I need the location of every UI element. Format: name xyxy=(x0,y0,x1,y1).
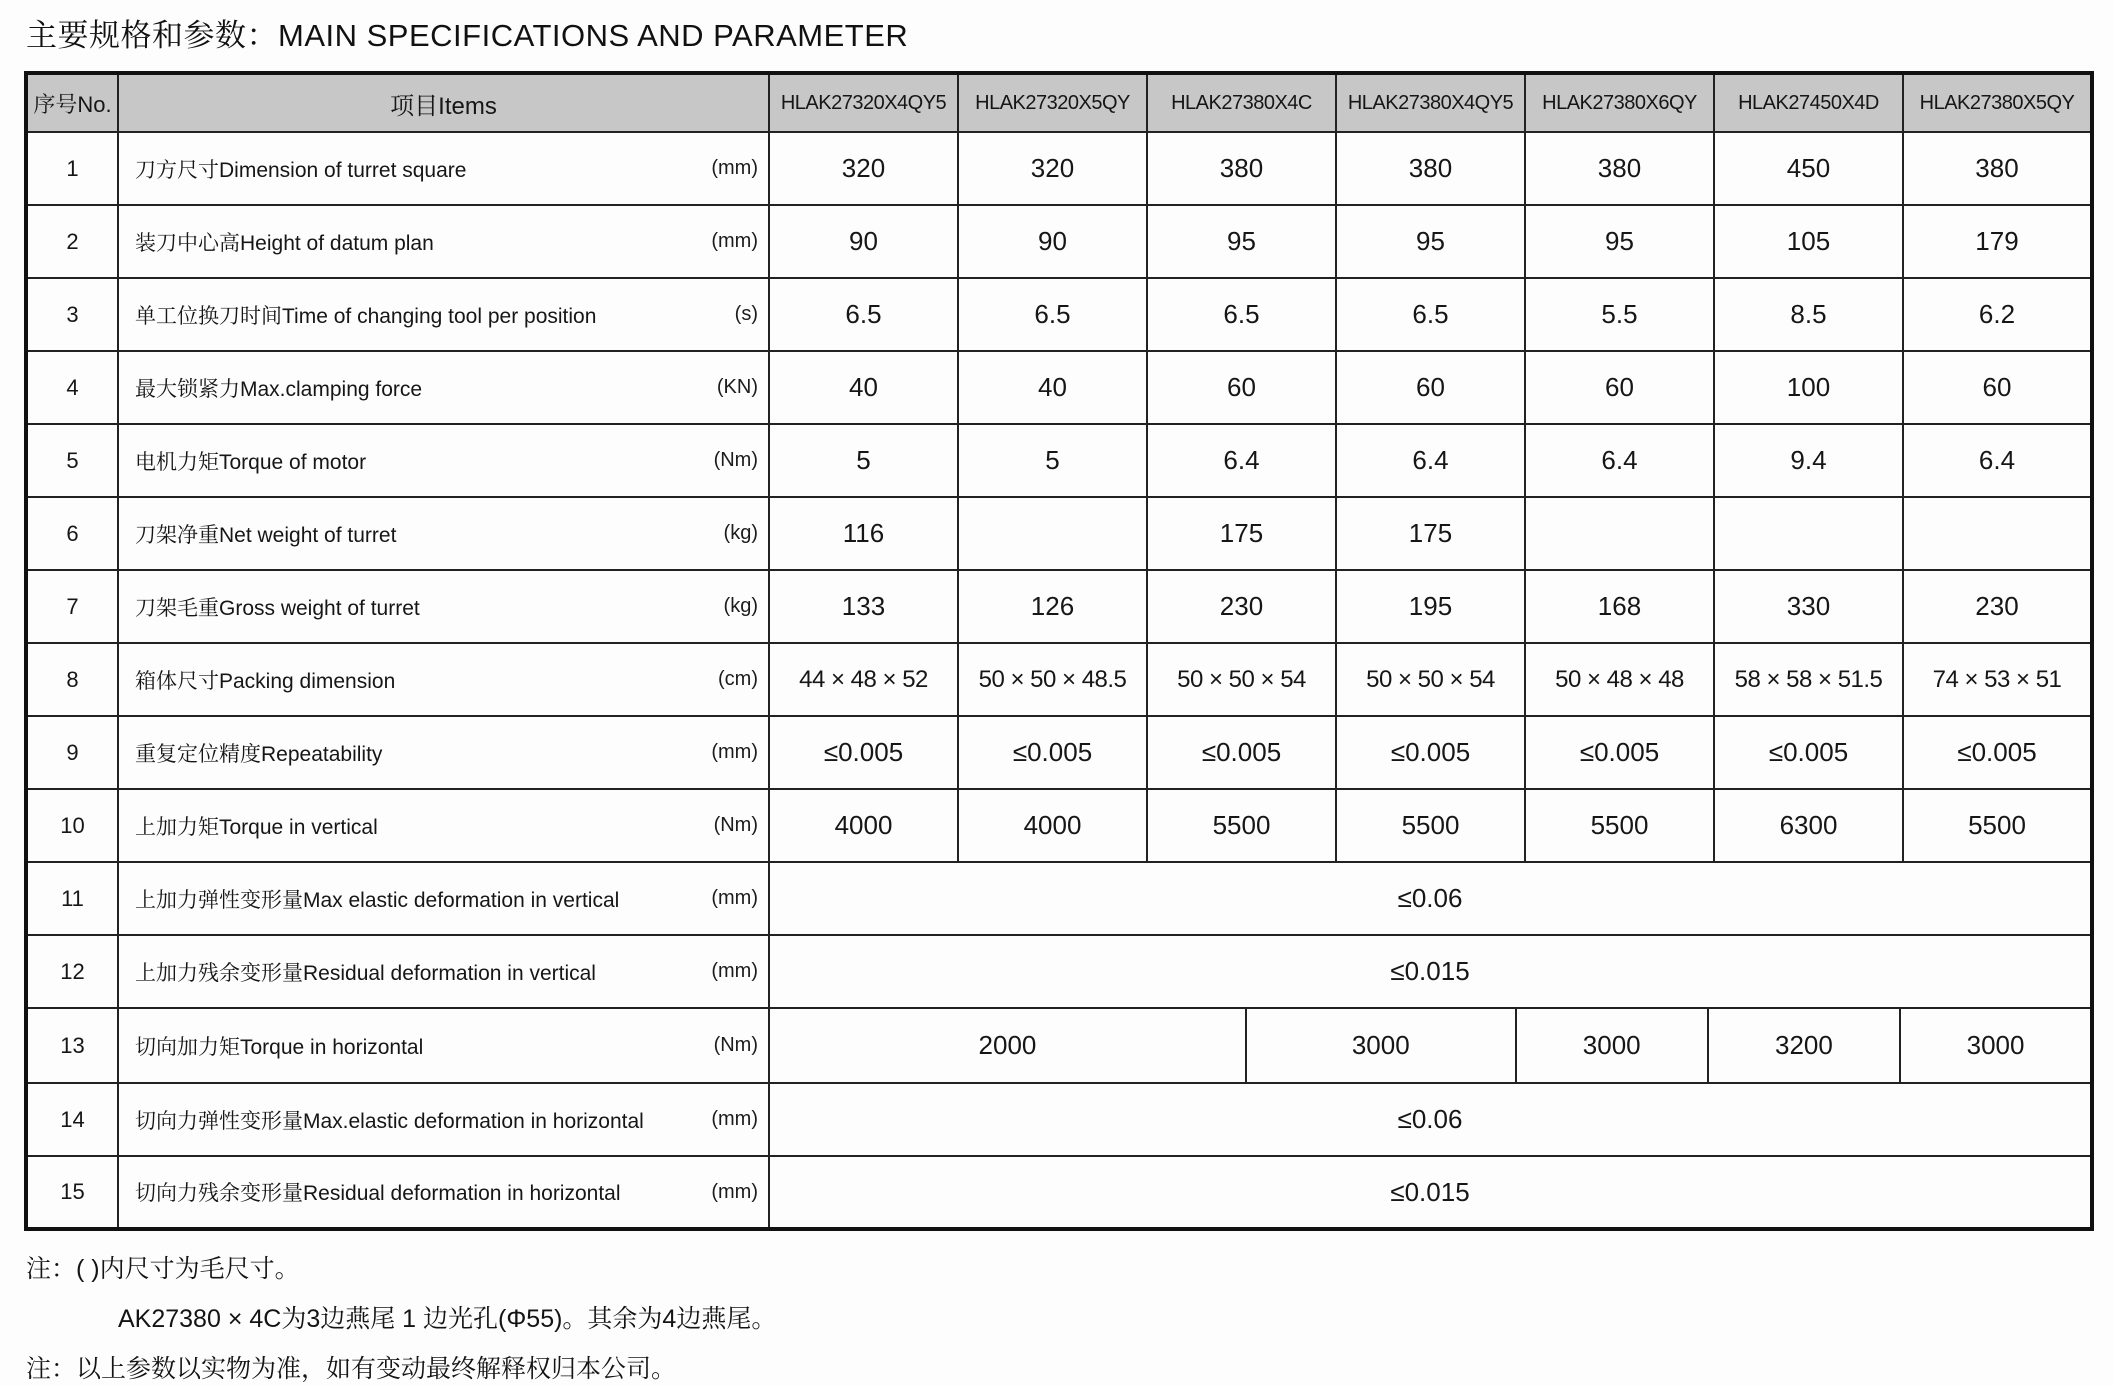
value-cell: 100 xyxy=(1714,351,1903,424)
value-cell: 44 × 48 × 52 xyxy=(769,643,958,716)
row-no: 9 xyxy=(26,716,118,789)
value-cell: ≤0.005 xyxy=(958,716,1147,789)
value-cell: 8.5 xyxy=(1714,278,1903,351)
footnotes xyxy=(26,1249,2113,1385)
value-cell: 9.4 xyxy=(1714,424,1903,497)
value-cell: 5 xyxy=(769,424,958,497)
value-cell: 5500 xyxy=(1525,789,1714,862)
item-label: 单工位换刀时间Time of changing tool per position xyxy=(135,304,597,328)
item-label: 切向加力矩Torque in horizontal xyxy=(135,1035,424,1059)
row-no: 7 xyxy=(26,570,118,643)
value-cell: 116 xyxy=(769,497,958,570)
item-unit: (mm) xyxy=(711,741,758,763)
value-cell: 133 xyxy=(769,570,958,643)
value-cell: 60 xyxy=(1336,351,1525,424)
value-cell: 6.5 xyxy=(1147,278,1336,351)
value-cell: 5 xyxy=(958,424,1147,497)
row-no: 1 xyxy=(26,132,118,205)
row-no: 3 xyxy=(26,278,118,351)
value-cell xyxy=(1903,497,2092,570)
merged-value-cell: ≤0.015 xyxy=(769,1156,2092,1229)
value-cell: 50 × 50 × 48.5 xyxy=(958,643,1147,716)
note-line-3: 注：以上参数以实物为准，如有变动最终解释权归本公司。 xyxy=(26,1355,677,1383)
spec-row-13 xyxy=(26,1008,2092,1083)
value-cell: ≤0.005 xyxy=(1714,716,1903,789)
row-no: 5 xyxy=(26,424,118,497)
value-cell: ≤0.005 xyxy=(1147,716,1336,789)
row-no: 13 xyxy=(26,1008,118,1083)
value-cell: 230 xyxy=(1903,570,2092,643)
value-cell: 380 xyxy=(1147,132,1336,205)
item-label: 刀架毛重Gross weight of turret xyxy=(135,596,420,620)
header-model-6: HLAK27450X4D xyxy=(1714,73,1903,132)
merged-value-cell: ≤0.06 xyxy=(769,862,2092,935)
spec-row-4 xyxy=(26,351,2092,424)
item-unit: (kg) xyxy=(723,595,758,617)
header-no: 序号No. xyxy=(26,73,118,132)
value-cell: 5500 xyxy=(1147,789,1336,862)
value-cell: 5.5 xyxy=(1525,278,1714,351)
header-items: 项目Items xyxy=(118,73,769,132)
merged-value-cell: ≤0.015 xyxy=(769,935,2092,1008)
item-label: 切向力弹性变形量Max.elastic deformation in horizontal xyxy=(135,1109,644,1133)
item-cell xyxy=(118,424,769,497)
header-model-5: HLAK27380X6QY xyxy=(1525,73,1714,132)
merged-value-cell: ≤0.06 xyxy=(769,1083,2092,1156)
value-cell: 95 xyxy=(1525,205,1714,278)
spec-row-6 xyxy=(26,497,2092,570)
spec-row-8 xyxy=(26,643,2092,716)
item-cell xyxy=(118,935,769,1008)
value-cell: 230 xyxy=(1147,570,1336,643)
item-cell xyxy=(118,789,769,862)
value-cell xyxy=(1714,497,1903,570)
row-no: 4 xyxy=(26,351,118,424)
spec-row-11 xyxy=(26,862,2092,935)
value-cell: 95 xyxy=(1336,205,1525,278)
value-cell: 168 xyxy=(1525,570,1714,643)
item-unit: (mm) xyxy=(711,960,758,982)
value-cell: 50 × 48 × 48 xyxy=(1525,643,1714,716)
item-cell xyxy=(118,862,769,935)
header-model-1: HLAK27320X4QY5 xyxy=(769,73,958,132)
spec-row-14 xyxy=(26,1083,2092,1156)
specifications-table xyxy=(24,71,2094,1231)
value-cell: 4000 xyxy=(769,789,958,862)
item-label: 刀架净重Net weight of turret xyxy=(135,523,397,547)
value-cell: 195 xyxy=(1336,570,1525,643)
value-cell: 40 xyxy=(769,351,958,424)
spec-row-3 xyxy=(26,278,2092,351)
item-unit: (Nm) xyxy=(713,449,758,471)
value-cell: 90 xyxy=(769,205,958,278)
value-cell: 4000 xyxy=(958,789,1147,862)
value-cell: 6.4 xyxy=(1903,424,2092,497)
spec-row-1 xyxy=(26,132,2092,205)
item-unit: (mm) xyxy=(711,157,758,179)
value-cell: ≤0.005 xyxy=(1903,716,2092,789)
header-model-3: HLAK27380X4C xyxy=(1147,73,1336,132)
value-cell: 380 xyxy=(1525,132,1714,205)
item-label: 电机力矩Torque of motor xyxy=(135,450,367,474)
item-label: 刀方尺寸Dimension of turret square xyxy=(135,158,467,182)
value-cell xyxy=(1525,497,1714,570)
item-cell xyxy=(118,1008,769,1083)
value-cell: 179 xyxy=(1903,205,2092,278)
value-cell: ≤0.005 xyxy=(1525,716,1714,789)
header-model-4: HLAK27380X4QY5 xyxy=(1336,73,1525,132)
item-label: 上加力残余变形量Residual deformation in vertical xyxy=(135,961,596,985)
value-cell: 60 xyxy=(1903,351,2092,424)
spec-row-10 xyxy=(26,789,2092,862)
value-cell: 5500 xyxy=(1336,789,1525,862)
span-value-cell: 3000 xyxy=(1966,1030,2025,1060)
item-label: 上加力弹性变形量Max elastic deformation in vertical xyxy=(135,888,620,912)
value-cell: 6.4 xyxy=(1147,424,1336,497)
value-cell: 50 × 50 × 54 xyxy=(1336,643,1525,716)
item-label: 重复定位精度Repeatability xyxy=(135,742,383,766)
item-cell xyxy=(118,278,769,351)
item-cell xyxy=(118,643,769,716)
value-cell: 105 xyxy=(1714,205,1903,278)
value-cell: 58 × 58 × 51.5 xyxy=(1714,643,1903,716)
item-unit: (mm) xyxy=(711,887,758,909)
item-label: 最大锁紧力Max.clamping force xyxy=(135,377,423,401)
note-line-2: AK27380 × 4C为3边燕尾 1 边光孔(Φ55)。其余为4边燕尾。 xyxy=(118,1305,777,1333)
item-unit: (kg) xyxy=(723,522,758,544)
value-cell xyxy=(958,497,1147,570)
row-no: 14 xyxy=(26,1083,118,1156)
spec-row-12 xyxy=(26,935,2092,1008)
value-cell: 60 xyxy=(1147,351,1336,424)
item-cell xyxy=(118,716,769,789)
spec-row-15 xyxy=(26,1156,2092,1229)
item-cell xyxy=(118,132,769,205)
item-unit: (KN) xyxy=(716,376,758,398)
header-row xyxy=(26,73,2092,132)
item-label: 装刀中心高Height of datum plan xyxy=(135,231,434,255)
value-cell: 450 xyxy=(1714,132,1903,205)
item-cell xyxy=(118,1083,769,1156)
page-title: 主要规格和参数：MAIN SPECIFICATIONS AND PARAMETER xyxy=(26,18,909,53)
item-cell xyxy=(118,205,769,278)
value-cell: ≤0.005 xyxy=(1336,716,1525,789)
row-no: 2 xyxy=(26,205,118,278)
value-cell: 175 xyxy=(1147,497,1336,570)
spec-row-7 xyxy=(26,570,2092,643)
value-cell: 6.5 xyxy=(958,278,1147,351)
item-cell xyxy=(118,497,769,570)
value-cell: 380 xyxy=(1336,132,1525,205)
value-cell: 6.5 xyxy=(769,278,958,351)
span-value-cell: 3000 xyxy=(1517,1009,1709,1082)
value-cell: 5500 xyxy=(1903,789,2092,862)
value-cell: 50 × 50 × 54 xyxy=(1147,643,1336,716)
item-unit: (cm) xyxy=(718,668,758,690)
value-cell: 320 xyxy=(769,132,958,205)
value-cell: 126 xyxy=(958,570,1147,643)
item-cell xyxy=(118,351,769,424)
value-cell: 95 xyxy=(1147,205,1336,278)
value-cell: 175 xyxy=(1336,497,1525,570)
row-no: 6 xyxy=(26,497,118,570)
note-line-1: 注：( )内尺寸为毛尺寸。 xyxy=(26,1255,300,1283)
item-unit: (mm) xyxy=(711,230,758,252)
value-cell: 380 xyxy=(1903,132,2092,205)
value-cell: 40 xyxy=(958,351,1147,424)
item-cell xyxy=(118,1156,769,1229)
item-label: 上加力矩Torque in vertical xyxy=(135,815,378,839)
row-no: 8 xyxy=(26,643,118,716)
value-cell: 74 × 53 × 51 xyxy=(1903,643,2092,716)
item-label: 切向力残余变形量Residual deformation in horizontal xyxy=(135,1182,621,1205)
header-model-2: HLAK27320X5QY xyxy=(958,73,1147,132)
item-cell xyxy=(118,570,769,643)
value-cell: 60 xyxy=(1525,351,1714,424)
split-value-row xyxy=(769,1008,2092,1083)
spec-row-9 xyxy=(26,716,2092,789)
header-model-7: HLAK27380X5QY xyxy=(1903,73,2092,132)
item-label: 箱体尺寸Packing dimension xyxy=(135,669,396,693)
value-cell: ≤0.005 xyxy=(769,716,958,789)
value-cell: 330 xyxy=(1714,570,1903,643)
item-unit: (mm) xyxy=(711,1108,758,1130)
item-unit: (Nm) xyxy=(713,814,758,836)
item-unit: (s) xyxy=(734,303,758,325)
row-no: 10 xyxy=(26,789,118,862)
value-cell: 90 xyxy=(958,205,1147,278)
spec-row-5 xyxy=(26,424,2092,497)
span-value-cell: 2000 xyxy=(770,1009,1247,1082)
value-cell: 6.5 xyxy=(1336,278,1525,351)
spec-row-2 xyxy=(26,205,2092,278)
row-no: 11 xyxy=(26,862,118,935)
value-cell: 6.4 xyxy=(1525,424,1714,497)
value-cell: 6300 xyxy=(1714,789,1903,862)
item-unit: (Nm) xyxy=(713,1034,758,1056)
value-cell: 6.2 xyxy=(1903,278,2092,351)
span-value-cell: 3200 xyxy=(1709,1009,1901,1082)
row-no: 15 xyxy=(26,1156,118,1229)
span-value-cell: 3000 xyxy=(1247,1009,1517,1082)
row-no: 12 xyxy=(26,935,118,1008)
item-unit: (mm) xyxy=(711,1180,758,1203)
value-cell: 6.4 xyxy=(1336,424,1525,497)
value-cell: 320 xyxy=(958,132,1147,205)
